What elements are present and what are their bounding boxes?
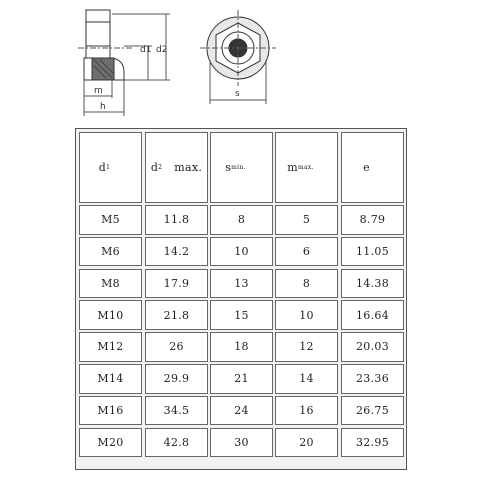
table-cell-size: M8 [79,269,142,299]
table-cell-e: 32.95 [341,428,404,458]
label-h: h [100,102,106,112]
header-d2-max [145,132,208,203]
table-cell-s-min: 10 [210,237,273,267]
header-subscript: max. [297,164,314,171]
label-d1: d1 [140,45,152,55]
table-cell-e: 11.05 [341,237,404,267]
table-cell-m-max: 14 [275,364,338,394]
table-cell-d2-max: 34.5 [145,396,208,426]
table-cell-d2-max: 11.8 [145,205,208,235]
table-cell-size: M16 [79,396,142,426]
table-cell-m-max: 5 [275,205,338,235]
table-cell-size: M6 [79,237,142,267]
table-cell-d2-max: 26 [145,332,208,362]
table-cell-s-min: 30 [210,428,273,458]
table-cell-s-min: 21 [210,364,273,394]
header-s-min [210,132,273,203]
header-subscript: 1 [106,164,111,171]
table-cell-m-max: 16 [275,396,338,426]
table-cell-d2-max: 21.8 [145,300,208,330]
table-cell-e: 14.38 [341,269,404,299]
table-cell-size: M5 [79,205,142,235]
header-symbol: s [225,161,232,174]
table-cell-s-min: 8 [210,205,273,235]
table-cell-s-min: 15 [210,300,273,330]
table-cell-e: 23.36 [341,364,404,394]
table-cell-m-max: 20 [275,428,338,458]
table-cell-m-max: 12 [275,332,338,362]
header-subscript: min. [231,164,246,171]
label-m: m [94,86,103,96]
label-s: s [235,89,240,99]
table-cell-m-max: 6 [275,237,338,267]
header-m-max [275,132,338,203]
header-subscript: 2 [158,164,163,171]
table-cell-e: 16.64 [341,300,404,330]
table-cell-d2-max: 17.9 [145,269,208,299]
header-symbol: m [287,161,298,174]
table-cell-e: 26.75 [341,396,404,426]
table-cell-size: M20 [79,428,142,458]
header-size [79,132,142,203]
header-symbol: e [363,161,370,174]
table-cell-size: M14 [79,364,142,394]
header-suffix: max. [174,161,203,174]
table-cell-e: 8.79 [341,205,404,235]
table-cell-s-min: 24 [210,396,273,426]
table-cell-m-max: 8 [275,269,338,299]
table-cell-d2-max: 29.9 [145,364,208,394]
nut-side-view [78,10,170,116]
table-cell-m-max: 10 [275,300,338,330]
table-cell-d2-max: 14.2 [145,237,208,267]
header-symbol: d [150,161,159,174]
table-cell-d2-max: 42.8 [145,428,208,458]
technical-drawing [0,0,480,120]
table-cell-s-min: 18 [210,332,273,362]
table-cell-e: 20.03 [341,332,404,362]
header-e [341,132,404,203]
label-d2: d2 [156,45,168,55]
table-cell-size: M10 [79,300,142,330]
table-cell-s-min: 13 [210,269,273,299]
table-cell-size: M12 [79,332,142,362]
spec-table [75,128,407,470]
header-symbol: d [98,161,107,174]
